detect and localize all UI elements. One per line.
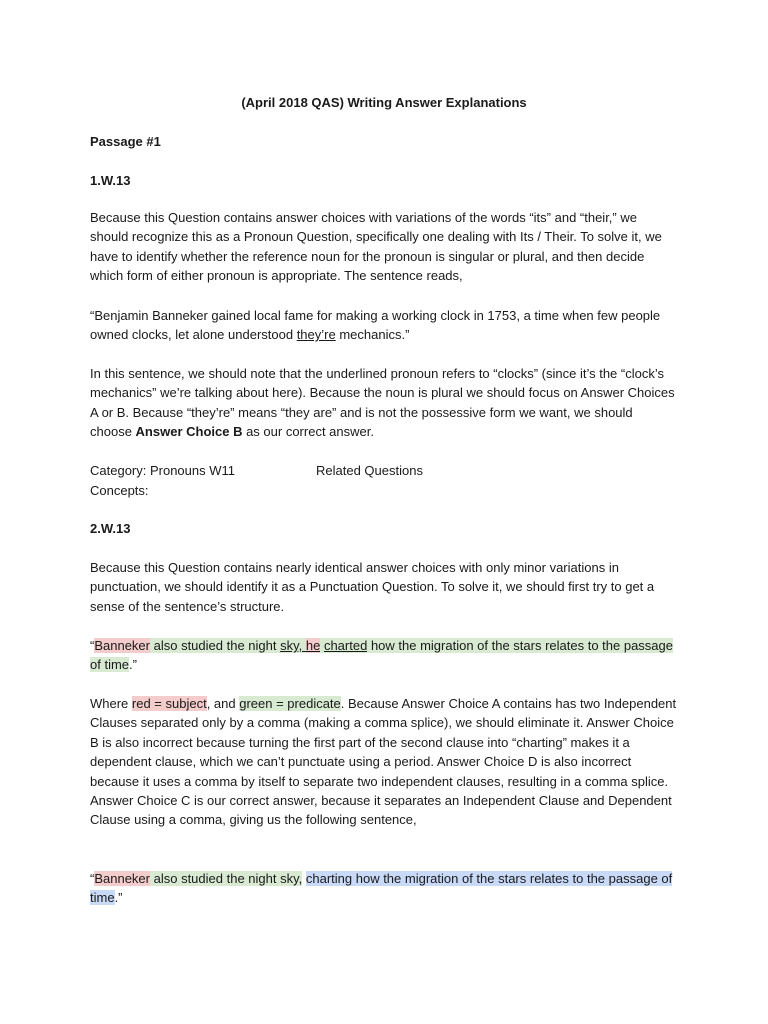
question-2-sentence-2 — [90, 869, 678, 908]
question-2-explanation — [90, 694, 678, 830]
related-questions-label: Related Questions — [316, 463, 423, 478]
open-quote: “ — [90, 871, 95, 886]
question-2-sentence-1 — [90, 636, 678, 675]
close-quote: .” — [129, 657, 137, 673]
close-quote: .” — [114, 890, 123, 906]
underlined-pronoun: they’re — [296, 327, 336, 343]
question-1-explanation — [90, 364, 678, 442]
where-text: Where — [90, 696, 132, 711]
quote-text: “Benjamin Banneker gained local fame for making a working clock in 1753, a time when few people owned clocks, let alone understood — [90, 308, 661, 343]
correct-answer: Answer Choice B — [135, 424, 243, 440]
question-1-heading: 1.W.13 — [90, 173, 131, 188]
underlined-charted: charted — [323, 638, 368, 653]
category-label: Category: Pronouns W11 — [90, 463, 235, 478]
passage-heading: Passage #1 — [90, 134, 161, 149]
predicate-highlight: also studied the night sky, — [150, 871, 303, 886]
predicate-highlight-end: how the migration of the stars relates to the passage of time — [90, 638, 673, 673]
explanation-text: In this sentence, we should note that the underlined pronoun refers to “clocks” (since it’s the “clock’s mechanics” we’re talking about here). Because the noun is plural we should focus on Answer Choices A or B. Because “they’re” means “they are” and is not the possessive form we want, we should choose — [90, 366, 675, 440]
question-1-intro: Because this Question contains answer choices with variations of the words “its” and “their,” we should recognize this as a Pronoun Question, specifically one dealing with Its / Their. To solve it, we have to identify whether the reference noun for the pronoun is singular or plural, and then decide which form of either pronoun is appropriate. The sentence reads, — [90, 210, 662, 284]
explanation-text-end: as our correct answer. — [242, 424, 374, 440]
quote-text-end: mechanics.” — [335, 327, 410, 343]
concepts-label: Concepts: — [90, 483, 149, 498]
open-quote: “ — [90, 638, 95, 653]
explanation-text: . Because Answer Choice A contains has two Independent Clauses separated only by a comma (making a comma splice), we should eliminate it. Answer Choice B is also incorrect because turning the first part of the second clause into “charting” makes it a dependent clause, which we can’t punctuate using a period. Answer Choice D is also incorrect because it uses a comma by itself to separate two independent clauses, resulting in a comma splice. Answer Choice C is our correct answer, because it separates an Independent Clause and Dependent Clause using a comma, giving us the following sentence, — [90, 696, 677, 828]
predicate-highlight: also studied the night — [150, 638, 281, 653]
and-text: , and — [206, 696, 240, 711]
green-key: green = predicate — [239, 696, 341, 711]
subject-highlight: Banneker — [94, 871, 150, 886]
red-key: red = subject — [131, 696, 207, 711]
subject-highlight: Banneker — [94, 638, 150, 653]
underlined-sky: sky, — [280, 638, 306, 653]
question-1-quote — [90, 306, 678, 345]
underlined-he: he — [305, 638, 321, 653]
dependent-clause-highlight: charting how the migration of the stars relates to the passage of time — [90, 871, 673, 906]
document-title: (April 2018 QAS) Writing Answer Explanations — [241, 95, 527, 110]
question-2-intro: Because this Question contains nearly identical answer choices with only minor variations in punctuation, we should identify it as a Punctuation Question. To solve it, we should first try to get a sense of the sentence’s structure. — [90, 560, 655, 614]
question-2-heading: 2.W.13 — [90, 521, 131, 536]
